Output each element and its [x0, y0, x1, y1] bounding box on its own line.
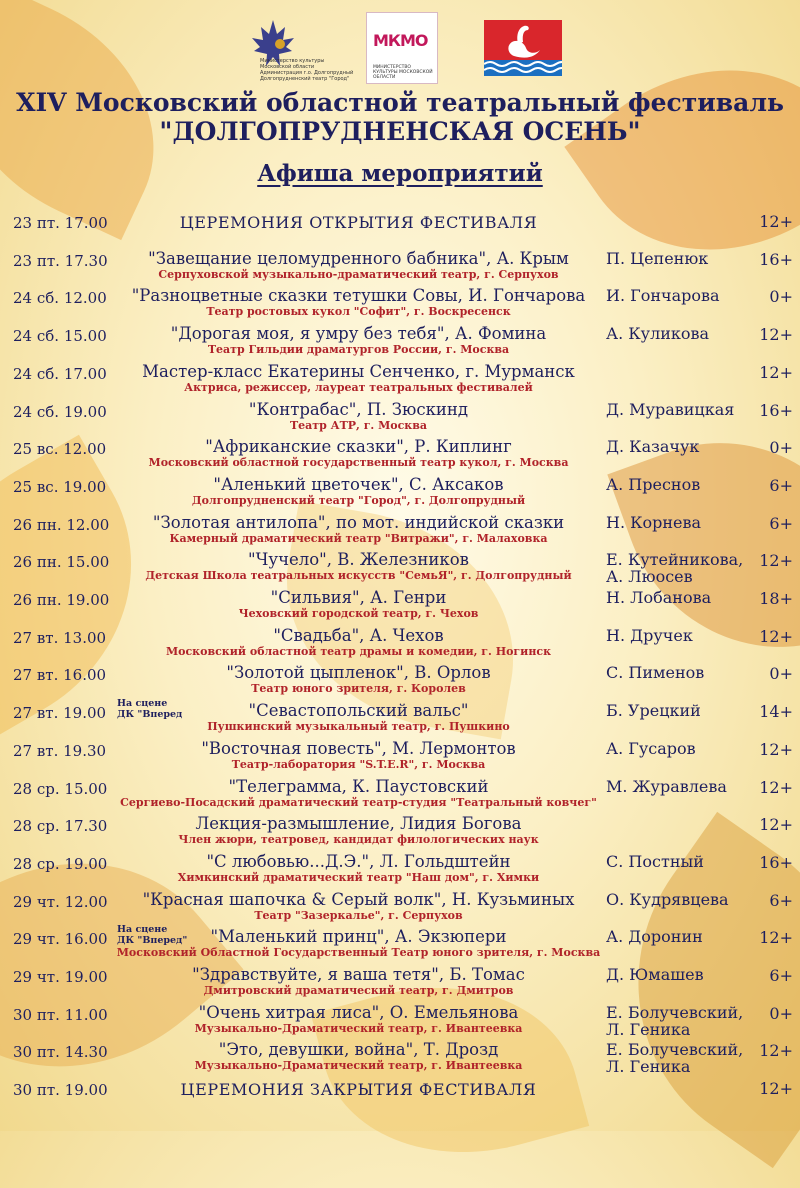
event-theatre: Дмитровский драматический театр, г. Дмитров — [203, 984, 514, 997]
age-rating: 12+ — [759, 626, 793, 646]
age-rating: 6+ — [769, 513, 793, 533]
event-date: 27 вт. 19.00 — [13, 704, 107, 723]
event-date: 23 пт. 17.00 — [13, 214, 108, 232]
age-rating: 14+ — [759, 702, 793, 722]
age-rating: 12+ — [759, 212, 793, 231]
event-title: "Завещание целомудренного бабника", А. Крым — [148, 248, 569, 268]
age-rating: 18+ — [759, 589, 793, 608]
event-title: "Золотой цыпленок", В. Орлов — [226, 663, 491, 683]
event-title: Лекция-размышление, Лидия Богова — [195, 814, 522, 834]
event-row — [0, 700, 800, 737]
event-theatre: Долгопрудненский театр "Город", г. Долгопрудный — [191, 493, 526, 507]
event-director: Е. Болучевский, Л. Геника — [606, 1040, 744, 1077]
event-director: А. Доронин — [606, 927, 703, 947]
event-theatre: Театр ростовых кукол "Софит", г. Воскресенск — [206, 305, 511, 319]
event-date: 28 ср. 15.00 — [13, 779, 108, 798]
age-rating: 12+ — [759, 777, 793, 797]
age-rating: 0+ — [769, 287, 793, 307]
age-rating: 0+ — [769, 1003, 793, 1023]
event-row — [0, 1002, 800, 1039]
swan-icon — [484, 20, 562, 76]
event-title: "Африканские сказки", Р. Киплинг — [205, 437, 512, 457]
event-row — [0, 926, 800, 963]
logo-bar — [0, 0, 800, 90]
event-row — [0, 436, 800, 473]
event-title: "Контрабас", П. Зюскинд — [248, 399, 469, 419]
age-rating: 12+ — [759, 362, 793, 382]
events-heading: Афиша мероприятий — [257, 160, 543, 187]
event-director: Д. Казачук — [606, 437, 700, 457]
event-title: "Очень хитрая лиса", О. Емельянова — [198, 1002, 519, 1022]
event-title: "Чучело", В. Железников — [248, 550, 469, 570]
event-theatre: Чеховский городской театр, г. Чехов — [238, 607, 479, 620]
event-row — [0, 210, 800, 247]
event-row — [0, 662, 800, 699]
event-director: Б. Урецкий — [606, 701, 701, 721]
event-theatre: Член жюри, театровед, кандидат филологических наук — [178, 833, 539, 847]
event-title: "Здравствуйте, я ваша тетя", Б. Томас — [192, 965, 525, 984]
event-title: "Свадьба", А. Чехов — [273, 625, 444, 645]
event-director: Д. Юмашев — [606, 965, 704, 984]
event-theatre: Московский областной государственный театр кукол, г. Москва — [148, 456, 569, 470]
festival-title: XIV Московский областной театральный фестиваль — [16, 88, 784, 117]
event-theatre: Детская Школа театральных искусств "СемьЯ", г. Долгопрудный — [145, 569, 572, 583]
event-theatre: Актриса, режиссер, лауреат театральных фестивалей — [184, 380, 533, 394]
age-rating: 0+ — [769, 438, 793, 458]
event-director: Е. Кутейникова, А. Люосев — [606, 550, 744, 587]
event-row — [0, 512, 800, 549]
event-row — [0, 813, 800, 850]
event-director: А. Преснов — [606, 474, 701, 494]
event-date: 27 вт. 13.00 — [13, 628, 107, 647]
event-row — [0, 323, 800, 360]
festival-name: "ДОЛГОПРУДНЕНСКАЯ ОСЕНЬ" — [159, 117, 641, 146]
event-theatre: Театр юного зрителя, г. Королев — [251, 682, 466, 696]
event-title: "Телеграмма, К. Паустовский — [228, 776, 489, 796]
event-director: С. Пименов — [606, 663, 705, 683]
event-theatre: Театр АТР, г. Москва — [289, 418, 428, 432]
event-row — [0, 889, 800, 926]
event-row — [0, 1077, 800, 1114]
age-rating: 12+ — [759, 928, 793, 948]
event-date: 30 пт. 14.30 — [13, 1043, 108, 1062]
event-director: Н. Дручек — [606, 625, 693, 645]
event-title: "Это, девушки, война", Т. Дрозд — [218, 1040, 499, 1060]
event-date: 27 вт. 19.30 — [13, 741, 107, 760]
age-rating: 6+ — [769, 475, 793, 495]
event-row — [0, 851, 800, 888]
event-row — [0, 587, 800, 624]
event-director: М. Журавлева — [606, 776, 727, 796]
event-theatre: Московский областной театр драмы и комедии, г. Ногинск — [165, 644, 552, 658]
event-date: 30 пт. 11.00 — [13, 1005, 108, 1024]
event-row — [0, 964, 800, 1001]
event-date: 29 чт. 16.00 — [13, 930, 108, 949]
event-date: 24 сб. 19.00 — [13, 402, 107, 421]
age-rating: 16+ — [759, 400, 793, 420]
event-director: Н. Лобанова — [606, 588, 712, 607]
mkmo-text: МКМО — [373, 31, 428, 50]
event-row — [0, 399, 800, 436]
ministry-logo — [228, 14, 354, 82]
event-date: 24 сб. 15.00 — [13, 327, 107, 346]
event-title: "Маленький принц", А. Экзюпери — [210, 927, 507, 947]
event-date: 27 вт. 16.00 — [13, 666, 107, 685]
venue-note: На сцене ДК "Вперед" — [117, 924, 188, 947]
event-director: А. Гусаров — [606, 738, 696, 758]
event-theatre: Театр "Зазеркалье", г. Серпухов — [254, 908, 463, 922]
event-row — [0, 625, 800, 662]
event-title: "Красная шапочка & Серый волк", Н. Кузьминых — [142, 889, 575, 909]
event-title: Мастер-класс Екатерины Сенченко, г. Мурманск — [142, 361, 575, 381]
event-date: 29 чт. 19.00 — [13, 968, 108, 986]
age-rating: 12+ — [759, 325, 793, 345]
event-title: "Сильвия", А. Генри — [270, 588, 447, 607]
event-row — [0, 776, 800, 813]
event-date: 25 вс. 19.00 — [13, 477, 107, 496]
event-date: 26 пн. 12.00 — [13, 515, 110, 534]
event-director: П. Цепенюк — [606, 248, 709, 268]
event-date: 26 пн. 15.00 — [13, 553, 110, 572]
age-rating: 12+ — [759, 1079, 793, 1099]
event-title: "Аленький цветочек", С. Аксаков — [213, 474, 504, 494]
event-row — [0, 474, 800, 511]
event-row — [0, 285, 800, 322]
ministry-caption: Министерство культуры Московской области Администрация г.о. Долгопрудный Долгопрудненский театр "Город" — [260, 58, 354, 82]
age-rating: 0+ — [769, 664, 793, 684]
event-row — [0, 1039, 800, 1076]
event-theatre: Музыкально-Драматический театр, г. Ивантеевка — [194, 1059, 523, 1073]
age-rating: 12+ — [759, 739, 793, 759]
event-title: "С любовью...Д.Э.", Л. Гольдштейн — [206, 851, 511, 871]
event-title: ЦЕРЕМОНИЯ ЗАКРЫТИЯ ФЕСТИВАЛЯ — [180, 1080, 537, 1100]
event-director: А. Куликова — [606, 324, 710, 344]
event-date: 26 пн. 19.00 — [13, 591, 110, 609]
event-director: Д. Муравицкая — [606, 399, 735, 419]
event-theatre: Московский Областной Государственный Театр юного зрителя, г. Москва — [116, 946, 601, 960]
event-title: "Золотая антилопа", по мот. индийской сказки — [152, 512, 565, 532]
event-row — [0, 248, 800, 285]
event-date: 29 чт. 12.00 — [13, 892, 108, 911]
event-title: "Восточная повесть", М. Лермонтов — [201, 738, 516, 758]
age-rating: 12+ — [759, 551, 793, 571]
event-date: 28 ср. 17.30 — [13, 817, 108, 836]
event-row — [0, 549, 800, 586]
city-coat-of-arms — [484, 20, 562, 76]
event-director: Н. Корнева — [606, 512, 702, 532]
event-theatre: Сергиево-Посадский драматический театр-студия "Театральный ковчег" — [120, 795, 597, 809]
event-date: 28 ср. 19.00 — [13, 854, 108, 873]
event-date: 24 сб. 17.00 — [13, 364, 107, 383]
event-row — [0, 738, 800, 775]
age-rating: 16+ — [759, 249, 793, 269]
age-rating: 6+ — [769, 890, 793, 910]
event-theatre: Пушкинский музыкальный театр, г. Пушкино — [207, 720, 510, 734]
mkmo-caption: МИНИСТЕРСТВО КУЛЬТУРЫ МОСКОВСКОЙ ОБЛАСТИ — [373, 65, 433, 80]
event-theatre: Химкинский драматический театр "Наш дом", г. Химки — [177, 870, 540, 884]
event-theatre: Театр Гильдии драматургов России, г. Москва — [207, 343, 510, 357]
event-date: 23 пт. 17.30 — [13, 251, 108, 270]
age-rating: 16+ — [759, 852, 793, 872]
event-director: С. Постный — [606, 851, 704, 871]
event-director: И. Гончарова — [606, 286, 720, 306]
age-rating: 12+ — [759, 815, 793, 835]
event-director: Е. Болучевский, Л. Геника — [606, 1002, 744, 1039]
age-rating: 12+ — [759, 1041, 793, 1061]
age-rating: 6+ — [769, 966, 793, 985]
event-date: 24 сб. 12.00 — [13, 289, 107, 308]
event-theatre: Серпуховской музыкально-драматический театр, г. Серпухов — [158, 267, 559, 281]
event-row — [0, 361, 800, 398]
mkmo-logo — [366, 12, 438, 84]
event-date: 30 пт. 19.00 — [13, 1081, 108, 1100]
event-theatre: Музыкально-Драматический театр, г. Ивантеевка — [194, 1021, 523, 1035]
venue-note: На сцене ДК "Вперед — [117, 698, 183, 721]
event-director: О. Кудрявцева — [606, 889, 729, 909]
event-title: "Разноцветные сказки тетушки Совы, И. Гончарова — [131, 286, 586, 306]
event-title: ЦЕРЕМОНИЯ ОТКРЫТИЯ ФЕСТИВАЛЯ — [179, 213, 538, 232]
event-theatre: Камерный драматический театр "Витражи", г. Малаховка — [169, 531, 548, 545]
event-theatre: Театр-лаборатория "S.T.E.R", г. Москва — [231, 757, 486, 771]
event-title: "Дорогая моя, я умру без тебя", А. Фомина — [170, 324, 547, 344]
event-date: 25 вс. 12.00 — [13, 440, 107, 459]
event-title: "Севастопольский вальс" — [248, 701, 469, 721]
